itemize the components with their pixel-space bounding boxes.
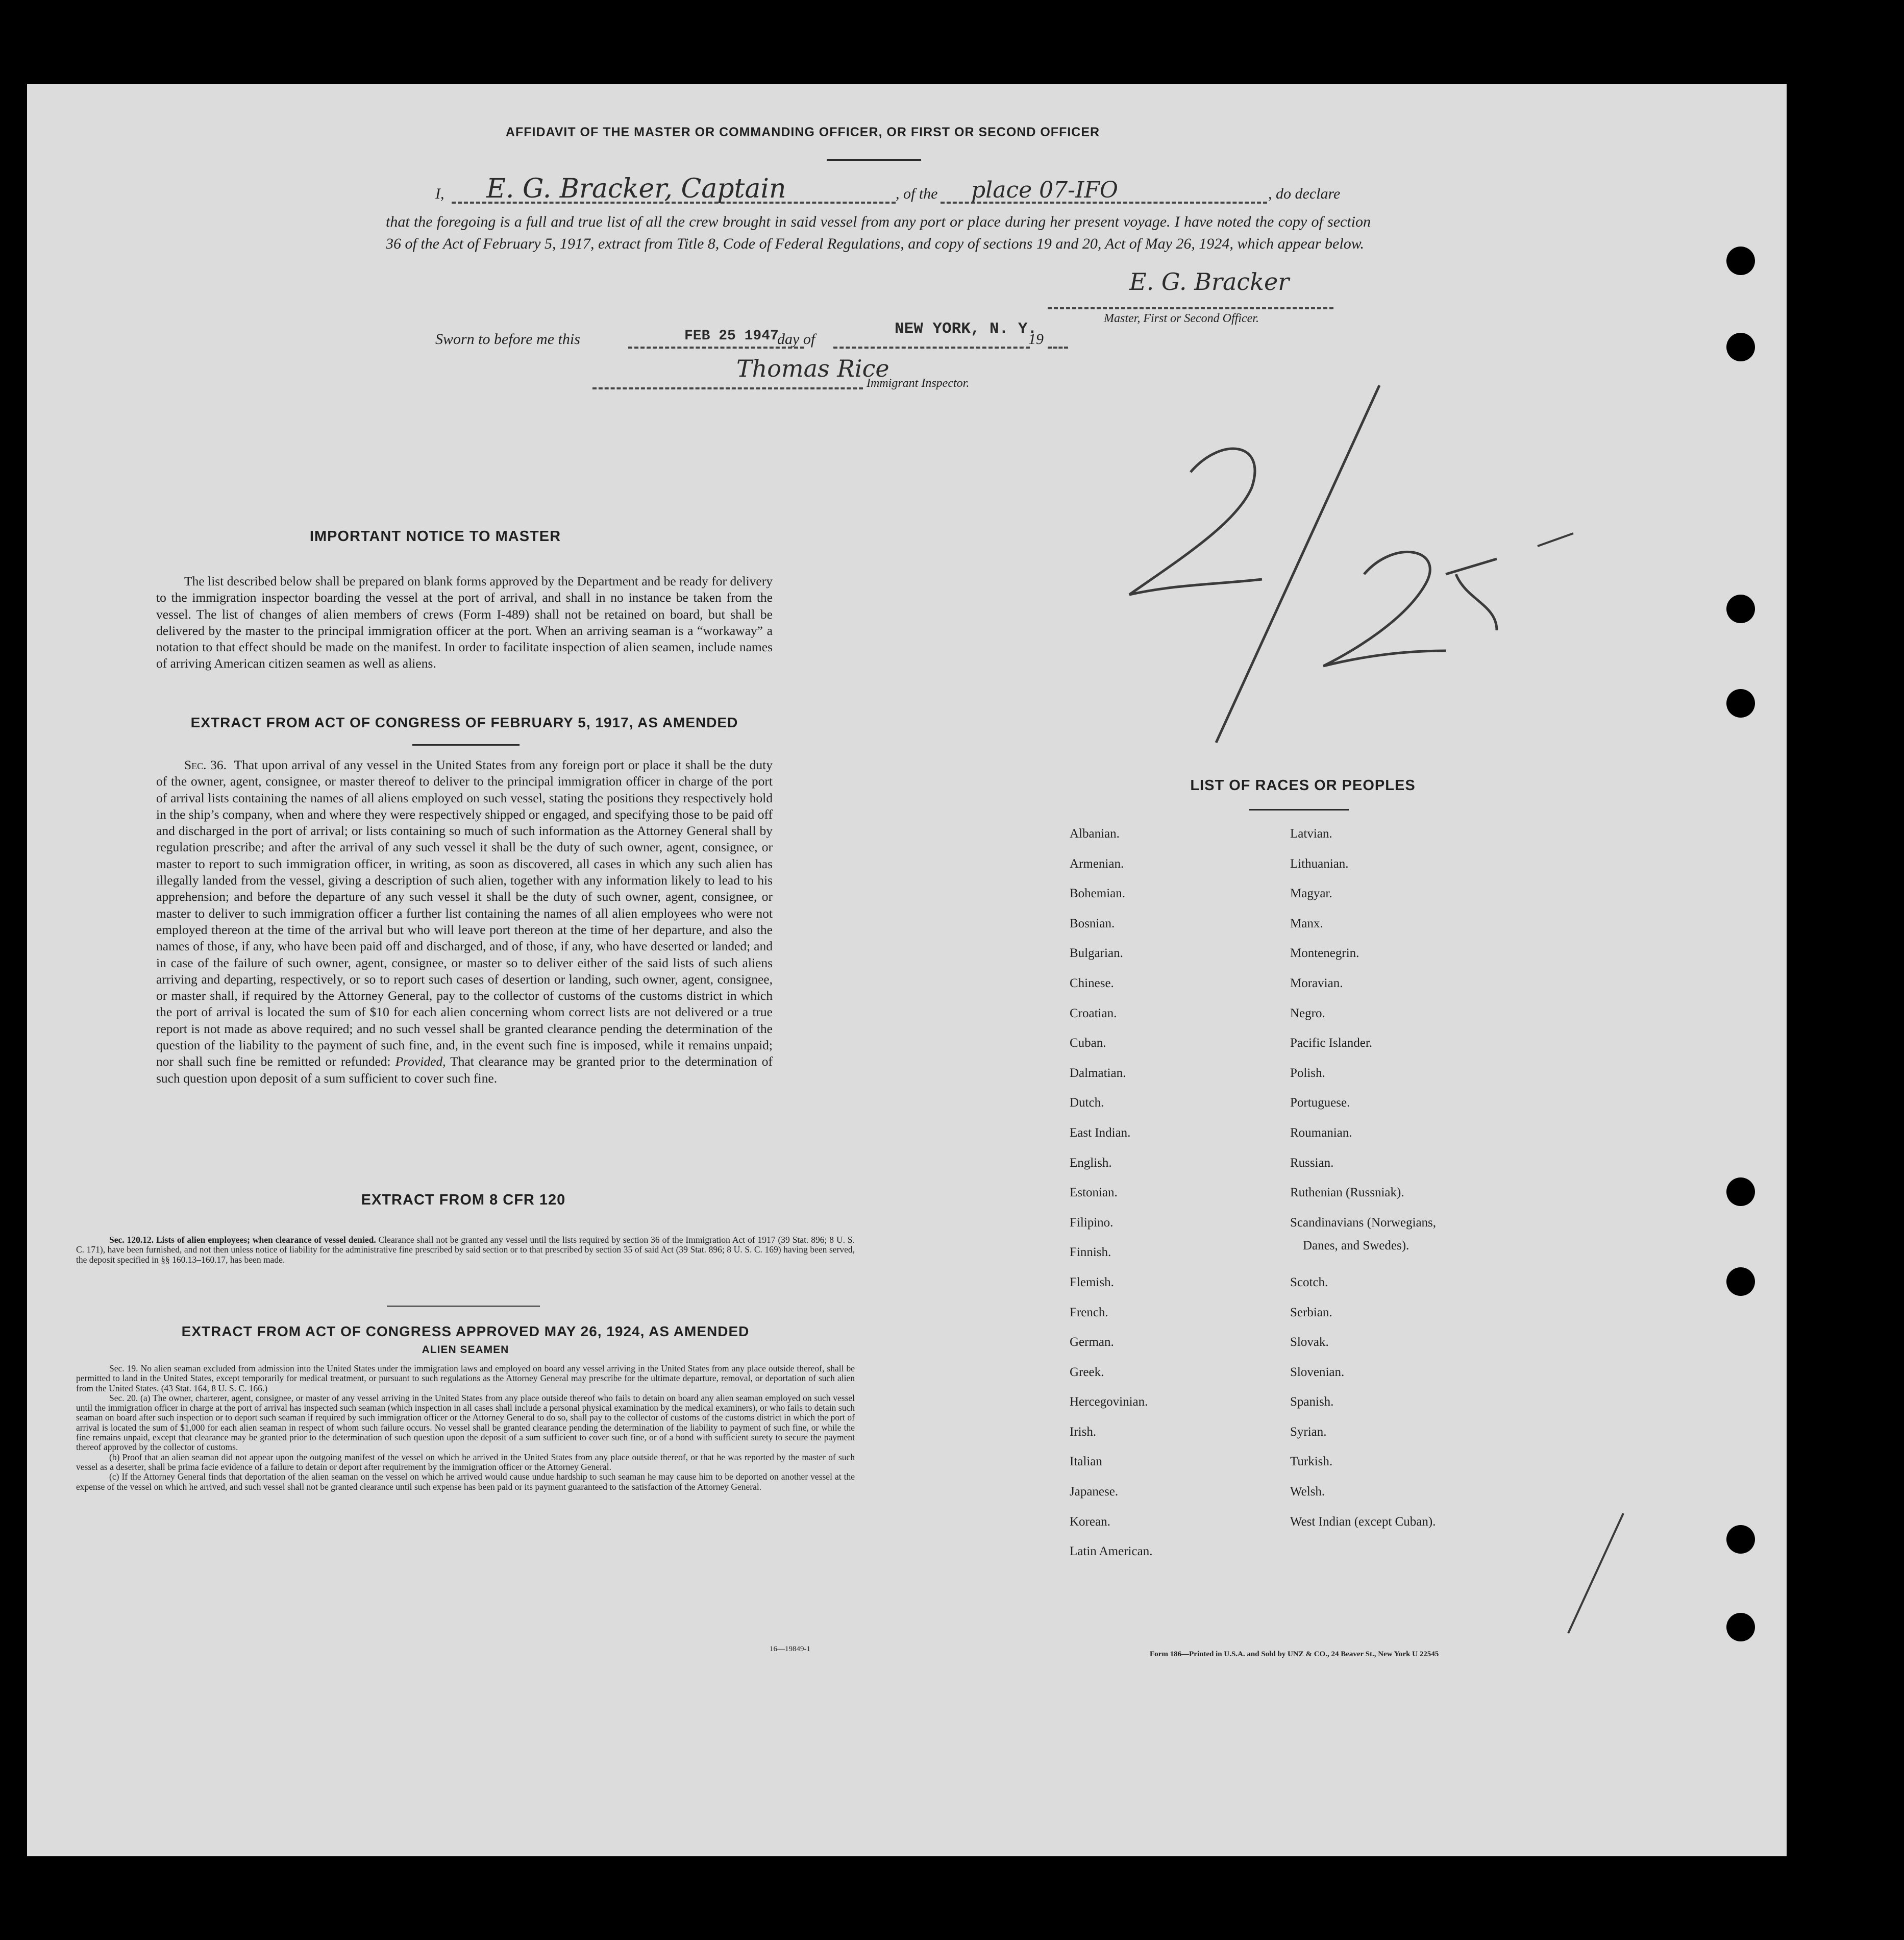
race-item: Bulgarian.	[1070, 946, 1123, 961]
race-item: East Indian.	[1070, 1125, 1131, 1140]
race-item: Japanese.	[1070, 1485, 1119, 1499]
race-item: Bohemian.	[1070, 887, 1126, 901]
race-item: Russian.	[1290, 1156, 1334, 1170]
race-item: Portuguese.	[1290, 1096, 1350, 1110]
notice-title: IMPORTANT NOTICE TO MASTER	[309, 528, 561, 545]
race-item: Spanish.	[1290, 1395, 1334, 1409]
sworn-date-stamp: FEB 25 1947	[684, 328, 779, 344]
sec36-label: Sec. 36.	[184, 757, 227, 772]
race-item: Roumanian.	[1290, 1125, 1352, 1140]
binder-hole	[1726, 1613, 1755, 1641]
race-item: Chinese.	[1070, 976, 1114, 990]
race-item: Montenegrin.	[1290, 946, 1359, 961]
sec36-text: That upon arrival of any vessel in the United States from any foreign port or place it shall be the duty of the owner, agent, consignee, or master thereof to deliver to the principal immigration officer in charge of the port of arrival lists containing the names of all aliens employed on such vessel, stating the positions they respectively hold in the ship’s company, when and where they were respectively shipped or engaged, and specifying those to be paid off and discharged in the port of arrival; or lists containing so much of such information as the Attorney General shall by regulation prescribe; and after the arrival of any such vessel it shall be the duty of such owner, agent, consignee, or master to report to such immigration officer, in writing, as soon as discovered, all cases in which any such alien has illegally landed from the vessel, giving a description of such alien, together with any information likely to lead to his apprehension; and before the departure of any such vessel it shall be the duty of such owner, agent, consignee, or master to deliver to such immigration officer a further list containing the names of all alien employees who were not employed thereon at the time of the arrival but who will leave port thereon at the time of her departure, and also the names of those, if any, who have been paid off and discharged, and of those, if any, who have deserted or landed; and in case of the failure of such owner, agent, consignee, or master so to deliver either of the said lists of such aliens arriving and departing, respectively, or so to report such cases of desertion or landing, such owner, agent, consignee, or master shall, if required by the Attorney General, pay to the collector of customs of the customs district in which the port of arrival is located the sum of $10 for each alien concerning whom correct lists are not delivered or a true report is not made as above required; and no such vessel shall be granted clearance pending the determination of the question of the liability to the payment of such fine, and, in the event such fine is imposed, while it remains unpaid; nor shall such fine be remitted or refunded:	[156, 757, 773, 1069]
race-item: Bosnian.	[1070, 916, 1115, 930]
race-item: Manx.	[1290, 916, 1323, 930]
margin-note-digit-2	[1129, 449, 1262, 595]
cfr-heading: Sec. 120.12. Lists of alien employees; when clearance of vessel denied.	[109, 1235, 376, 1245]
affidavit-line-declare: , do declare	[1268, 185, 1341, 202]
race-item: Scandinavians (Norwegians,	[1290, 1215, 1437, 1230]
margin-note-digit-25	[1323, 552, 1497, 666]
race-item: Dalmatian.	[1070, 1066, 1126, 1080]
race-item: Dutch.	[1070, 1096, 1104, 1110]
margin-note-slash	[1216, 385, 1379, 743]
race-item: Lithuanian.	[1290, 856, 1349, 871]
race-item: Flemish.	[1070, 1275, 1114, 1289]
races-title: LIST OF RACES OR PEOPLES	[1190, 777, 1416, 794]
binder-hole	[1726, 1267, 1755, 1296]
race-item: Armenian.	[1070, 856, 1124, 871]
race-item: Slovak.	[1290, 1335, 1329, 1349]
margin-note-dash	[1538, 533, 1573, 546]
race-item: Cuban.	[1070, 1036, 1106, 1050]
sworn-day-of: day of	[777, 331, 815, 348]
binder-hole	[1726, 595, 1755, 623]
master-caption: Master, First or Second Officer.	[1104, 312, 1259, 325]
extract-1924-title: EXTRACT FROM ACT OF CONGRESS APPROVED MAY 26, 1924, AS AMENDED	[181, 1323, 750, 1339]
sworn-year: 19	[1028, 331, 1044, 348]
race-item: French.	[1070, 1305, 1108, 1319]
race-item: Syrian.	[1290, 1425, 1327, 1439]
affidavit-title: AFFIDAVIT OF THE MASTER OR COMMANDING OFFICER, OR FIRST OR SECOND OFFICER	[505, 125, 1100, 139]
race-item: Slovenian.	[1290, 1365, 1345, 1379]
race-item: Korean.	[1070, 1514, 1110, 1529]
race-item: Italian	[1070, 1455, 1102, 1469]
race-item: Albanian.	[1070, 827, 1120, 841]
race-item: Negro.	[1290, 1006, 1325, 1020]
affidavit-line-of-the: , of the	[896, 185, 938, 202]
sworn-prefix: Sworn to before me this	[435, 331, 580, 348]
race-item: Ruthenian (Russniak).	[1290, 1186, 1404, 1200]
provided-text: That clearance may be granted prior to the determination of such question upon deposit of a sum sufficient to cover such fine.	[156, 1054, 773, 1086]
print-code: 16—19849-1	[770, 1645, 810, 1653]
extract-1917-title: EXTRACT FROM ACT OF CONGRESS OF FEBRUARY 5, 1917, AS AMENDED	[190, 715, 738, 730]
inspector-caption: Immigrant Inspector.	[867, 377, 970, 390]
sec19-text: Sec. 19. No alien seaman excluded from admission into the United States under the immigration laws and employed on board any vessel arriving in the United States from any place outside thereof, shall be permitted to land in the United States, except temporarily for medical treatment, or pursuant to such regulations as the Attorney General may prescribe for the ultimate departure, removal, or deportation of such alien from the United States. (43 Stat. 164, 8 U. S. C. 166.)	[76, 1363, 855, 1393]
notice-body: The list described below shall be prepared on blank forms approved by the Department and be ready for delivery to the immigration inspector boarding the vessel at the port of arrival, and shall in no instance be taken from the vessel. The list of changes of alien members of crews (Form I-489) shall not be retained on board, but shall be delivered by the master to the principal immigration officer at the port. When an arriving seaman is a “workaway” a notation to that effect should be made on the manifest. In order to facilitate inspection of alien seamen, include names of arriving American citizen seamen as well as aliens.	[156, 574, 773, 671]
binder-hole	[1726, 247, 1755, 275]
document-page	[27, 84, 1787, 1856]
binder-hole	[1726, 1525, 1755, 1554]
sec20b-text: (b) Proof that an alien seaman did not appear upon the outgoing manifest of the vessel on which he arrived in the United States from any place outside thereof, or that he was reported by the master of such vessel as a deserter, shall be prima facie evidence of a failure to detain or deport after requirement by the immigration officer or the Attorney General.	[76, 1452, 855, 1472]
handwritten-vessel: place 07-IFO	[971, 177, 1118, 203]
race-item: Finnish.	[1070, 1245, 1111, 1260]
race-item: Welsh.	[1290, 1485, 1325, 1499]
sec20c-text: (c) If the Attorney General finds that deportation of the alien seaman on the vessel on which he arrived would cause undue hardship to such seaman he may cause him to be deported on another vessel at the expense of the vessel on which he arrived, and such vessel shall not be granted clearance until such expense has been paid or its payment guaranteed to the satisfaction of the Attorney General.	[76, 1471, 855, 1492]
affidavit-declaration: that the foregoing is a full and true list of all the crew brought in said vessel from any port or place during her present voyage. I have noted the copy of section 36 of the Act of February 5, 1917, extract from Title 8, Code of Federal Regulations, and copy of sections 19 and 20, Act of May 26, 1924, which appear below.	[386, 213, 1371, 252]
race-item: Scotch.	[1290, 1275, 1328, 1289]
race-item: Polish.	[1290, 1066, 1325, 1080]
race-item: Pacific Islander.	[1290, 1036, 1373, 1050]
provided-label: Provided,	[395, 1054, 446, 1069]
margin-note-ink	[27, 84, 1787, 1856]
sec20a-text: Sec. 20. (a) The owner, charterer, agent, consignee, or master of any vessel arriving in the United States from any place outside thereof who fails to detain on board any alien seaman employed on such vessel until the immigration officer in charge at the port of arrival has inspected such seaman (which inspection in all cases shall include a personal physical examination by the medical examiners), or who fails to detain such seaman on board after such inspection or to deport such seaman if required by such immigration officer or the Attorney General to do so, shall pay to the collector of customs of the customs district in which the port of arrival is located the sum of $1,000 for each alien seaman in respect of whom such failure occurs. No vessel shall be granted clearance pending the determination of the liability to payment of such fine, or while the fine remains unpaid, except that clearance may be granted prior to the determination of such question upon the deposit of a sum sufficient to cover such fine, or of a bond with sufficient surety to secure the payment thereof approved by the collector of customs.	[76, 1392, 855, 1453]
form-footer: Form 186—Printed in U.S.A. and Sold by UNZ & CO., 24 Beaver St., New York U 22545	[1150, 1650, 1439, 1658]
race-item: English.	[1070, 1156, 1112, 1170]
binder-hole	[1726, 689, 1755, 718]
race-item: Filipino.	[1070, 1215, 1114, 1230]
binder-hole	[1726, 333, 1755, 361]
cfr-text: Clearance shall not be granted any vessel until the lists required by section 36 of the Immigration Act of 1917 (39 Stat. 896; 8 U. S. C. 171), have been furnished, and not then unless notice of liability for the administrative fine prescribed by said section or to that prescribed by section 35 of said Act (39 Stat. 896; 8 U. S. C. 169) having been served, the deposit specified in §§ 160.13–160.17, has been made.	[76, 1235, 855, 1265]
affidavit-line-i: I,	[435, 185, 444, 202]
race-item: Latvian.	[1290, 827, 1332, 841]
sworn-place-stamp: NEW YORK, N. Y.	[895, 320, 1037, 338]
handwritten-name: E. G. Bracker, Captain	[486, 174, 786, 204]
race-item: Hercegovinian.	[1070, 1395, 1148, 1409]
race-item: Serbian.	[1290, 1305, 1332, 1319]
race-item: Estonian.	[1070, 1186, 1118, 1200]
master-signature: E. G. Bracker	[1129, 268, 1290, 296]
check-mark	[1568, 1513, 1623, 1633]
extract-1924-subtitle: ALIEN SEAMEN	[422, 1344, 509, 1356]
races-continuation: Danes, and Swedes).	[1303, 1239, 1410, 1253]
race-item: Croatian.	[1070, 1006, 1117, 1020]
race-item: Magyar.	[1290, 887, 1332, 901]
race-item: Latin American.	[1070, 1544, 1153, 1559]
race-item: Moravian.	[1290, 976, 1343, 990]
margin-note	[27, 84, 28, 85]
race-item: German.	[1070, 1335, 1114, 1349]
race-item: Irish.	[1070, 1425, 1097, 1439]
inspector-signature: Thomas Rice	[736, 355, 889, 382]
binder-hole	[1726, 1177, 1755, 1206]
race-item: West Indian (except Cuban).	[1290, 1514, 1436, 1529]
race-item: Greek.	[1070, 1365, 1104, 1379]
race-item: Turkish.	[1290, 1455, 1333, 1469]
extract-cfr-title: EXTRACT FROM 8 CFR 120	[361, 1192, 566, 1208]
